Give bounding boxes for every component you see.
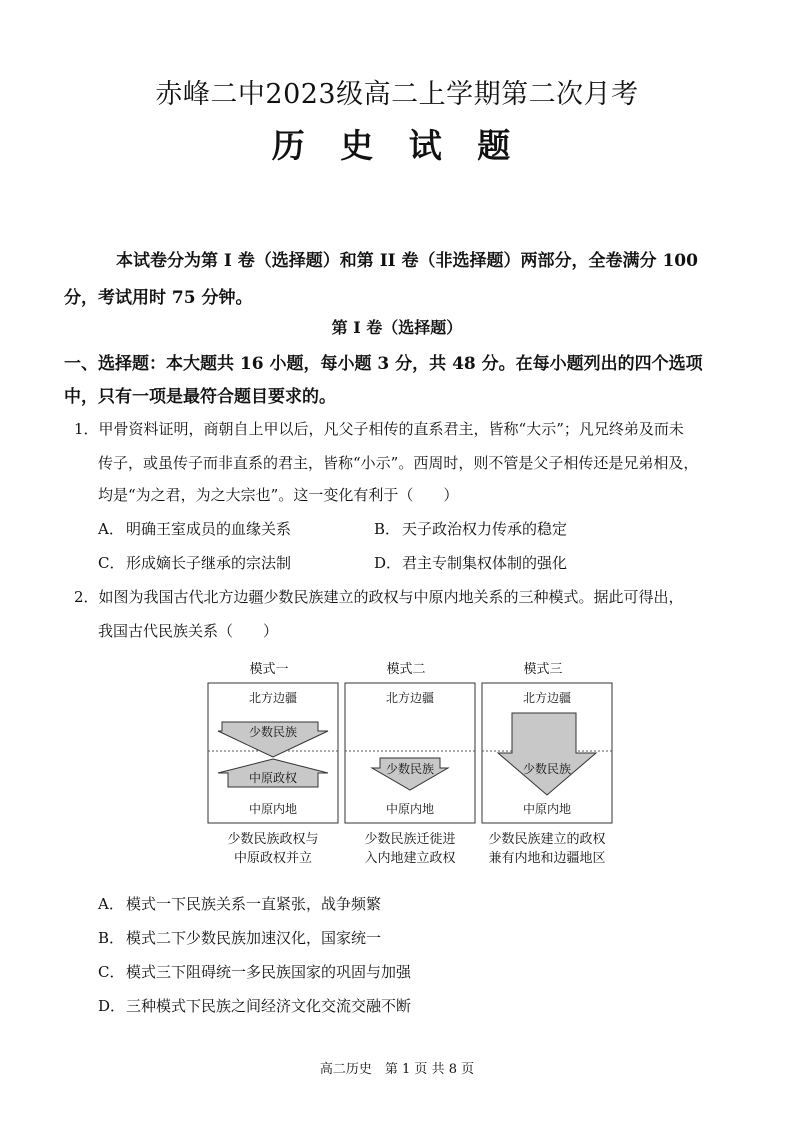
q1-option-a[interactable] bbox=[98, 518, 291, 539]
mode-3-caption-1: 少数民族建立的政权 bbox=[488, 832, 606, 847]
option-letter: C． bbox=[98, 554, 125, 572]
q1-option-b[interactable] bbox=[374, 518, 567, 539]
mode-1-caption-2: 中原政权并立 bbox=[233, 851, 313, 866]
mode-3-arrow bbox=[498, 713, 596, 795]
option-text: 模式一下民族关系一直紧张，战争频繁 bbox=[126, 895, 382, 913]
mode-1-arrow-label-1: 少数民族 bbox=[248, 725, 298, 739]
mode-1-caption-1: 少数民族政权与 bbox=[227, 832, 319, 847]
question-1-line-2: 传子，或虽传子而非直系的君主，皆称“小示”。西周时，则不管是父子相传还是兄弟相及， bbox=[98, 454, 699, 472]
relationship-modes-figure bbox=[200, 655, 620, 870]
mode-3-bottom-label: 中原内地 bbox=[522, 802, 572, 816]
intro-line-2: 分，考试用时 75 分钟。 bbox=[64, 288, 253, 308]
option-letter: A． bbox=[98, 520, 124, 538]
mode-3-caption-2: 兼有内地和边疆地区 bbox=[488, 851, 606, 866]
question-2-line-2: 我国古代民族关系（ ） bbox=[98, 622, 279, 640]
option-letter: D． bbox=[374, 554, 402, 572]
part-one-title: 第 I 卷（选择题） bbox=[331, 318, 463, 337]
option-text: 模式二下少数民族加速汉化，国家统一 bbox=[126, 929, 382, 947]
intro-line-1: 本试卷分为第 I 卷（选择题）和第 II 卷（非选择题）两部分，全卷满分 100 bbox=[116, 251, 698, 271]
mode-2-top-label: 北方边疆 bbox=[385, 691, 435, 705]
mode-2-bottom-label: 中原内地 bbox=[385, 802, 435, 816]
option-text: 模式三下阻碍统一多民族国家的巩固与加强 bbox=[126, 963, 412, 981]
section-instruction-2: 中，只有一项是最符合题目要求的。 bbox=[64, 387, 336, 407]
option-letter: B． bbox=[374, 520, 401, 538]
mode-1-top-label: 北方边疆 bbox=[248, 691, 298, 705]
option-text: 君主专制集权体制的强化 bbox=[402, 554, 568, 572]
subject-title: 历 史 试 题 bbox=[271, 126, 523, 165]
q2-option-a[interactable] bbox=[98, 893, 381, 914]
option-letter: C． bbox=[98, 963, 125, 981]
mode-1-arrow-label-2: 中原政权 bbox=[248, 771, 298, 785]
option-letter: B． bbox=[98, 929, 125, 947]
option-text: 天子政治权力传承的稳定 bbox=[402, 520, 568, 538]
question-1-line-3: 均是“为之君，为之大宗也”。这一变化有利于（ ） bbox=[98, 486, 459, 504]
mode-2-title: 模式二 bbox=[386, 662, 426, 677]
mode-2-caption-1: 少数民族迁徙进 bbox=[364, 832, 456, 847]
mode-1-title: 模式一 bbox=[249, 662, 289, 677]
q2-option-c[interactable] bbox=[98, 961, 411, 982]
option-text: 明确王室成员的血缘关系 bbox=[126, 520, 292, 538]
option-letter: D． bbox=[98, 997, 126, 1015]
q1-option-d[interactable] bbox=[374, 552, 567, 573]
mode-2-caption-2: 入内地建立政权 bbox=[364, 851, 456, 866]
mode-1-bottom-label: 中原内地 bbox=[248, 802, 298, 816]
option-letter: A． bbox=[98, 895, 124, 913]
page-footer: 高二历史 第 1 页 共 8 页 bbox=[319, 1062, 475, 1077]
question-2-line-1: 2．如图为我国古代北方边疆少数民族建立的政权与中原内地关系的三种模式。据此可得出， bbox=[74, 588, 684, 606]
q2-option-d[interactable] bbox=[98, 995, 411, 1016]
q1-option-c[interactable] bbox=[98, 552, 291, 573]
exam-title: 赤峰二中2023级高二上学期第二次月考 bbox=[155, 79, 639, 110]
section-instruction-1: 一、选择题：本大题共 16 小题，每小题 3 分，共 48 分。在每小题列出的四个选项 bbox=[64, 354, 703, 374]
mode-2-arrow-label: 少数民族 bbox=[385, 762, 435, 776]
mode-3-top-label: 北方边疆 bbox=[522, 691, 572, 705]
question-1-line-1: 1．甲骨资料证明，商朝自上甲以后，凡父子相传的直系君主，皆称“大示”；凡兄终弟及而未 bbox=[74, 420, 684, 438]
q2-option-b[interactable] bbox=[98, 927, 381, 948]
mode-3-arrow-label: 少数民族 bbox=[522, 762, 572, 776]
mode-3-title: 模式三 bbox=[523, 662, 563, 677]
option-text: 形成嫡长子继承的宗法制 bbox=[126, 554, 292, 572]
option-text: 三种模式下民族之间经济文化交流交融不断 bbox=[126, 997, 412, 1015]
